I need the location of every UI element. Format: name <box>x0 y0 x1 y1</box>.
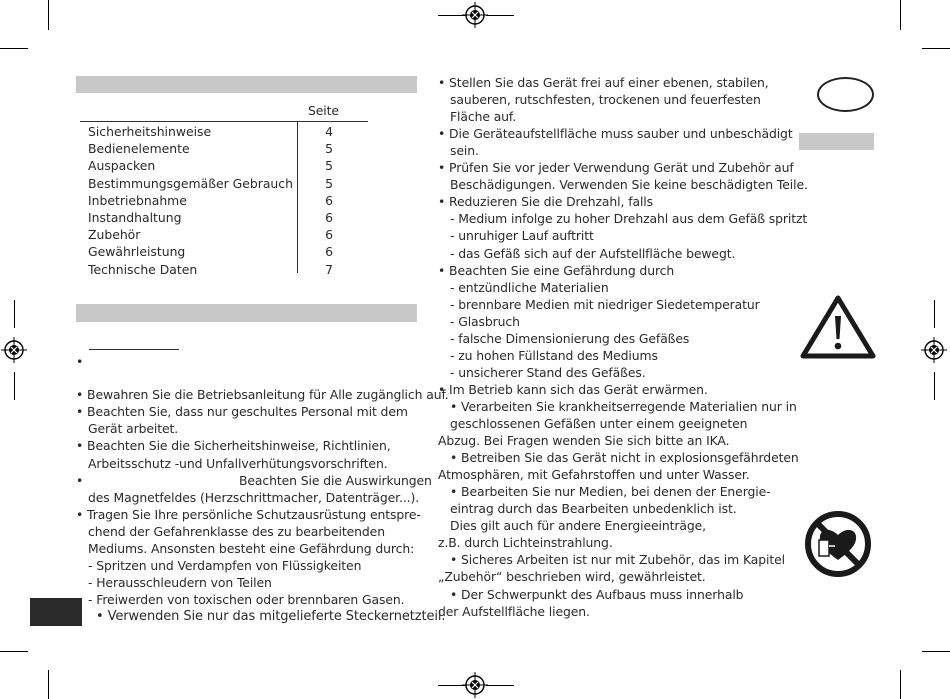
crop-mark <box>48 670 49 699</box>
text-line: • Der Schwerpunkt des Aufbaus muss innerhalb <box>450 586 744 602</box>
toc-row-label: Technische Daten <box>88 261 198 277</box>
text-line: - Glasbruch <box>450 313 520 329</box>
text-line: geschlossenen Gefäßen unter einem geeigneten <box>450 416 748 431</box>
text-line: • Beachten Sie die Sicherheitshinweise, Richtlinien, <box>76 438 391 453</box>
text-line: des Magnetfeldes (Herzschrittmacher, Datenträger...). <box>88 490 420 505</box>
crop-mark <box>0 48 28 49</box>
text-line: z.B. durch Lichteinstrahlung. <box>438 535 613 551</box>
crop-mark <box>922 48 950 49</box>
registration-mark-icon <box>1 337 27 363</box>
toc-row-page: 6 <box>325 244 333 260</box>
text-line: • Im Betrieb kann sich das Gerät erwärmen. <box>438 381 708 397</box>
toc-row-label: Bestimmungsgemäßer Gebrauch <box>88 175 293 191</box>
toc-row-page: 6 <box>325 227 333 243</box>
crop-mark <box>934 300 935 328</box>
toc-row <box>88 226 333 243</box>
no-pacemaker-icon <box>804 510 872 578</box>
toc-row-page: 5 <box>325 175 333 191</box>
text-line: • Sicheres Arbeiten ist nur mit Zubehör, das im Kapitel <box>450 552 785 568</box>
text-line: - falsche Dimensionierung des Gefäßes <box>450 330 690 346</box>
crop-mark <box>900 0 901 30</box>
registration-mark-icon <box>921 337 947 363</box>
text-line: - brennbare Medien mit niedriger Siedetemperatur <box>450 296 760 312</box>
text-line: • Verarbeiten Sie krankheitserregende Materialien nur in <box>450 398 797 414</box>
toc-row <box>88 140 333 157</box>
crop-mark <box>486 15 514 16</box>
registration-mark-icon <box>462 672 488 698</box>
crop-mark <box>900 670 901 699</box>
text-line: sauberen, rutschfesten, trockenen und feuerfesten <box>450 92 761 108</box>
text-line: - unruhiger Lauf auftritt <box>450 228 594 244</box>
crop-mark <box>922 651 950 652</box>
toc-row-label: Auspacken <box>88 158 156 174</box>
text-line: - Freiwerden von toxischen oder brennbaren Gasen. <box>88 592 405 607</box>
text-line: Atmosphären, mit Gefahrstoffen und unter Wasser. <box>438 467 750 483</box>
text-line: • Tragen Sie Ihre persönliche Schutzausrüstung entspre- <box>76 507 421 522</box>
text-line: - entzündliche Materialien <box>450 279 609 295</box>
text-line: - Medium infolge zu hoher Drehzahl aus dem Gefäß spritzt <box>450 211 808 227</box>
toc-row <box>88 123 333 140</box>
toc-row <box>88 243 333 260</box>
text-line: • Die Geräteaufstellfläche muss sauber und unbeschädigt <box>438 126 793 142</box>
toc-header-rule <box>80 121 368 122</box>
text-line: „Zubehör“ beschrieben wird, gewährleistet. <box>438 569 706 585</box>
text-line: - Herausschleudern von Teilen <box>88 575 272 590</box>
toc-page-header: Seite <box>308 103 339 118</box>
toc-row-label: Sicherheitshinweise <box>88 124 212 139</box>
text-line: Mediums. Ansonsten besteht eine Gefährdung durch: <box>88 541 415 556</box>
bullet-marker: • <box>76 354 84 369</box>
text-line: • Bearbeiten Sie nur Medien, bei denen der Energie- <box>450 484 771 500</box>
registration-mark-icon <box>462 2 488 28</box>
crop-mark <box>48 0 49 30</box>
toc-row <box>88 157 333 174</box>
crop-mark <box>486 685 514 686</box>
toc-heading-bar <box>76 76 417 93</box>
toc-row-page: 7 <box>325 261 333 277</box>
toc-row-page: 6 <box>325 192 333 208</box>
bullet-marker: • <box>76 473 84 488</box>
text-line: sein. <box>450 143 479 159</box>
language-badge <box>817 77 874 112</box>
safety-heading-bar <box>76 304 417 322</box>
toc-row-label: Zubehör <box>88 227 141 243</box>
text-line: • Beachten Sie, dass nur geschultes Personal mit dem <box>76 404 408 419</box>
text-line: Beachten Sie die Auswirkungen <box>239 473 432 488</box>
text-line: Arbeitsschutz -und Unfallverhütungsvorschriften. <box>88 456 388 471</box>
crop-mark <box>934 372 935 400</box>
text-line: • Bewahren Sie die Betriebsanleitung für Alle zugänglich auf. <box>76 387 449 402</box>
text-line: • Verwenden Sie nur das mitgelieferte Steckernetzteil. <box>96 609 446 624</box>
toc-row <box>88 175 333 192</box>
toc-row <box>88 192 333 209</box>
toc-row-label: Inbetriebnahme <box>88 192 187 208</box>
toc-row-page: 5 <box>325 158 333 174</box>
toc-row <box>88 261 333 278</box>
toc-row-page: 4 <box>325 124 333 139</box>
text-line: • Betreiben Sie das Gerät nicht in explosionsgefährdeten <box>450 450 799 466</box>
toc-row <box>88 209 333 226</box>
text-line: der Aufstellfläche liegen. <box>438 603 590 619</box>
page-number-tab <box>30 598 82 626</box>
text-line: • Stellen Sie das Gerät frei auf einer ebenen, stabilen, <box>438 75 769 90</box>
crop-mark <box>0 651 28 652</box>
toc-row-label: Gewährleistung <box>88 244 186 260</box>
text-line: Dies gilt auch für andere Energieeinträge, <box>450 518 706 534</box>
toc-row-page: 5 <box>325 141 333 157</box>
warning-triangle-icon <box>800 294 876 360</box>
text-line: • Reduzieren Sie die Drehzahl, falls <box>438 194 653 210</box>
toc-row-label: Instandhaltung <box>88 210 182 225</box>
crop-mark <box>14 372 15 400</box>
text-line: eintrag durch das Bearbeiten unbedenklich ist. <box>450 501 737 517</box>
side-heading-bar <box>799 133 874 150</box>
text-line: Fläche auf. <box>450 109 517 125</box>
text-line: Gerät arbeitet. <box>88 421 179 436</box>
text-line: - Spritzen und Verdampfen von Flüssigkeiten <box>88 558 362 573</box>
section-subheading-rule <box>89 349 179 350</box>
text-line: chend der Gefahrenklasse des zu bearbeitenden <box>88 524 385 539</box>
crop-mark <box>14 300 15 328</box>
text-line: Abzug. Bei Fragen wenden Sie sich bitte an IKA. <box>438 433 730 449</box>
text-line: - zu hohen Füllstand des Mediums <box>450 347 658 363</box>
text-line: • Beachten Sie eine Gefährdung durch <box>438 262 675 278</box>
text-line: Beschädigungen. Verwenden Sie keine beschädigten Teile. <box>450 177 808 193</box>
text-line: - unsicherer Stand des Gefäßes. <box>450 364 646 380</box>
text-line: - das Gefäß sich auf der Aufstellfläche bewegt. <box>450 245 736 261</box>
toc-row-label: Bedienelemente <box>88 141 190 157</box>
text-line: • Prüfen Sie vor jeder Verwendung Gerät und Zubehör auf <box>438 160 794 176</box>
toc-row-page: 6 <box>325 210 333 225</box>
